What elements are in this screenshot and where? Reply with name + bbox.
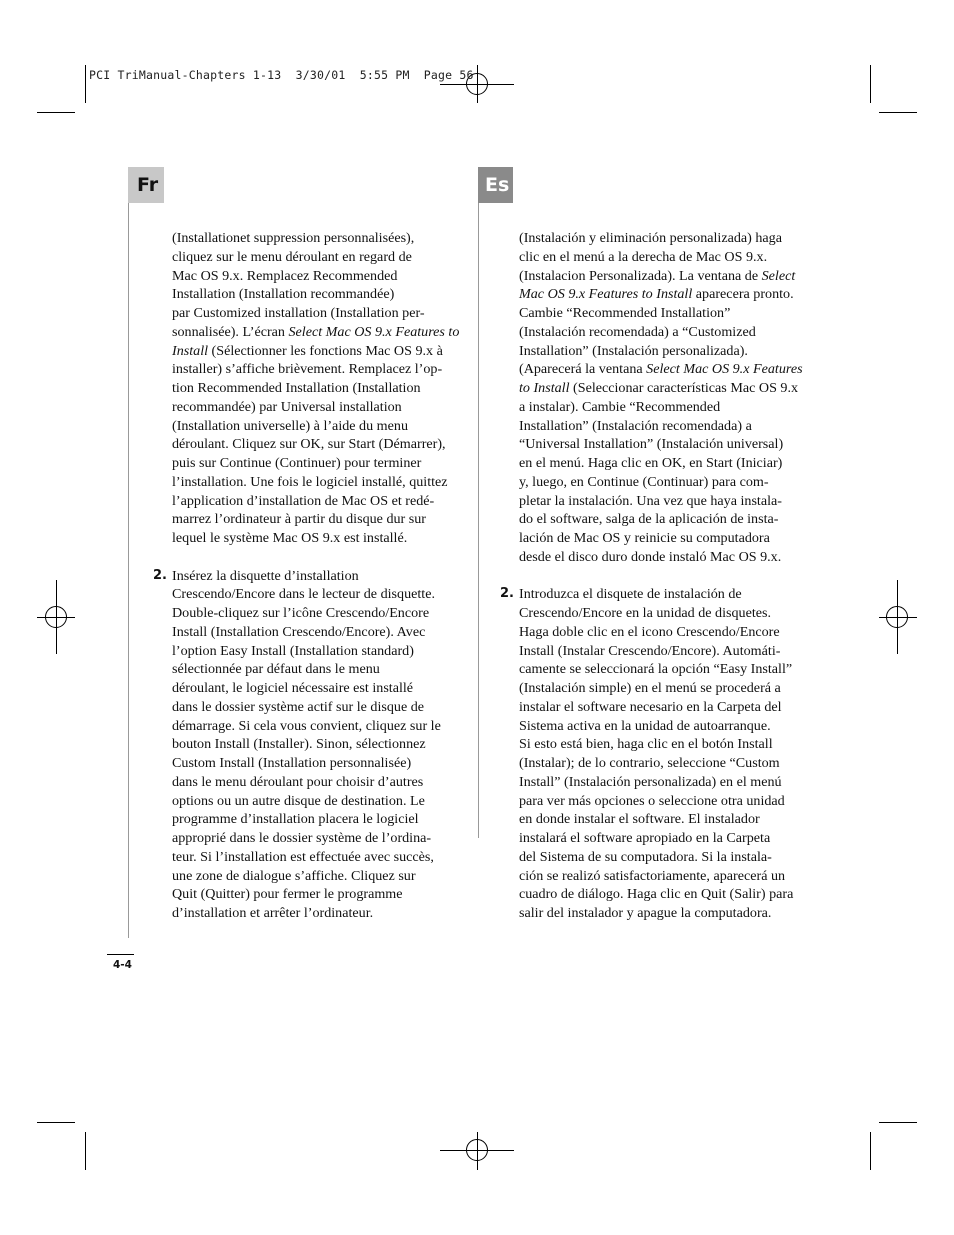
text-line: Cambie “Recommended Installation” <box>519 305 731 321</box>
text-line: “Universal Installation” (Instalación universal) <box>519 436 784 453</box>
text-line: (Aparecerá la ventana Select Mac OS 9.x Features <box>519 361 803 378</box>
text-line: Quit (Quitter) pour fermer le programme <box>172 886 403 903</box>
registration-target-left <box>45 606 67 628</box>
registration-target-right <box>886 606 908 628</box>
crop-mark-bottom-right-vertical <box>870 1132 871 1170</box>
text-line: dans le dossier système actif sur le disque de <box>172 698 425 715</box>
text-line: approprié dans le dossier système de l’ordina- <box>172 830 432 846</box>
text-line: y, luego, en Continue (Continuar) para com- <box>519 473 769 490</box>
text-line: Haga doble clic en el icono Crescendo/Encore <box>519 623 780 640</box>
text-line: (Instalación y eliminación personalizada) haga <box>519 230 782 246</box>
text-line: para ver más opciones o seleccione otra unidad <box>519 792 785 809</box>
print-slug-line: PCI TriManual-Chapters 1-13 3/30/01 5:55 PM Page 56 <box>89 68 474 82</box>
text-line: Mac OS 9.x Features to Install aparecera pronto. <box>519 286 794 303</box>
text-line: Mac OS 9.x. Remplacez Recommended <box>172 267 398 284</box>
text-line: puis sur Continue (Continuer) pour terminer <box>172 455 422 471</box>
italic-text: Select <box>761 267 796 284</box>
language-tab-spanish: Es <box>478 167 513 203</box>
text-line: cliquez sur le menu déroulant en regard de <box>172 248 412 265</box>
step-number: 2. <box>153 567 167 583</box>
italic-text: Select Mac OS 9.x Features to <box>288 323 460 340</box>
french-paragraph-1 <box>172 229 460 548</box>
text-line: (Instalacion Personalizada). La ventana de Select <box>519 267 796 284</box>
italic-text: Mac OS 9.x Features to Install <box>519 286 693 303</box>
text-line: bouton Install (Installer). Sinon, sélectionnez <box>172 736 426 753</box>
text-line: en donde instalar el software. El instalador <box>519 811 760 828</box>
italic-text: Install <box>172 342 209 359</box>
text-line: a instalar). Cambie “Recommended <box>519 398 721 415</box>
text-line: Install (Installation Crescendo/Encore). Avec <box>172 623 426 640</box>
column-rule-french <box>128 203 129 938</box>
text-line: déroulant, le logiciel nécessaire est installé <box>172 680 414 696</box>
text-line: Installation” (Instalación personalizada). <box>519 342 748 359</box>
text-line: (Instalar); de lo contrario, seleccione “Custom <box>519 755 780 771</box>
text-line: lación de Mac OS y reinicie su computadora <box>519 530 770 546</box>
text-line: teur. Si l’installation est effectuée avec succès, <box>172 848 434 865</box>
step-number: 2. <box>500 586 514 602</box>
text-line: dans le menu déroulant pour choisir d’autres <box>172 773 424 790</box>
french-column <box>153 229 460 923</box>
text-line: marrez l’ordinateur à partir du disque dur sur <box>172 511 426 528</box>
text-line: (Installationet suppression personnalisées), <box>172 230 415 246</box>
crop-mark-bottom-left-vertical <box>85 1132 86 1170</box>
text-line: sélectionnée par défaut dans le menu <box>172 661 380 678</box>
text-line: instalará el software apropiado en la Carpeta <box>519 830 771 846</box>
text-line: pletar la instalación. Una vez que haya instala- <box>519 492 782 509</box>
italic-text: to Install <box>519 380 570 396</box>
text-line: lequel le système Mac OS 9.x est installé. <box>172 530 408 546</box>
text-line: (Instalación simple) en el menú se procederá a <box>519 680 781 696</box>
text-line: Install” (Instalación personalizada) en el menú <box>519 773 782 790</box>
text-line: Crescendo/Encore dans le lecteur de disquette. <box>172 586 435 603</box>
text-line: par Customized installation (Installation per- <box>172 305 425 321</box>
text-line: déroulant. Cliquez sur OK, sur Start (Démarrer), <box>172 436 446 453</box>
crop-mark-top-left-horizontal <box>37 112 75 113</box>
text-line: do el software, salga de la aplicación de insta- <box>519 511 779 528</box>
column-rule-spanish <box>478 203 479 838</box>
text-line: Install (Instalar Crescendo/Encore). Automáti- <box>519 642 781 659</box>
text-line: to Install (Seleccionar características Mac OS 9.x <box>519 380 799 396</box>
text-line: (Instalación recomendada) a “Customized <box>519 323 756 340</box>
text-line: (Installation universelle) à l’aide du menu <box>172 417 408 434</box>
text-line: Double-cliquez sur l’icône Crescendo/Encore <box>172 605 430 621</box>
text-line: clic en el menú a la derecha de Mac OS 9.x. <box>519 248 768 265</box>
crop-mark-bottom-right-horizontal <box>879 1122 917 1123</box>
text-line: tion Recommended Installation (Installation <box>172 380 421 396</box>
folio-rule <box>107 954 134 955</box>
text-line: Si esto está bien, haga clic en el botón Install <box>519 736 773 753</box>
text-line: Sistema activa en la unidad de autoarranque. <box>519 717 771 734</box>
spanish-column <box>500 229 803 923</box>
spanish-paragraph-1 <box>519 229 801 567</box>
text-line: l’option Easy Install (Installation standard) <box>172 642 414 659</box>
spanish-step-2 <box>500 585 801 923</box>
text-line: Install (Sélectionner les fonctions Mac OS 9.x à <box>172 342 443 359</box>
text-line: salir del instalador y apague la computadora. <box>519 905 772 921</box>
crop-mark-top-right-vertical <box>870 65 871 103</box>
text-line: l’application d’installation de Mac OS et redé- <box>172 492 435 509</box>
page-number: 4-4 <box>113 959 132 971</box>
text-line: sonnalisée). L’écran Select Mac OS 9.x Features to <box>172 323 460 340</box>
text-line: une zone de dialogue s’affiche. Cliquez sur <box>172 867 416 884</box>
text-line: installer) s’affiche brièvement. Remplacez l’op- <box>172 361 443 378</box>
text-line: ción se realizó satisfactoriamente, aparecerá un <box>519 867 786 884</box>
text-line: Installation (Installation recommandée) <box>172 286 395 303</box>
text-line: d’installation et arrêter l’ordinateur. <box>172 905 374 921</box>
text-line: options ou un autre disque de destination. Le <box>172 792 425 809</box>
text-line: Installation” (Instalación recomendada) a <box>519 417 752 434</box>
text-line: programme d’installation placera le logiciel <box>172 811 419 828</box>
text-line: l’installation. Une fois le logiciel installé, quittez <box>172 473 448 490</box>
language-tab-french: Fr <box>128 167 164 203</box>
registration-target-bottom <box>466 1139 488 1161</box>
text-line: Crescendo/Encore en la unidad de disquetes. <box>519 605 772 621</box>
text-line: recommandée) par Universal installation <box>172 398 402 415</box>
text-line: en el menú. Haga clic en OK, en Start (Iniciar) <box>519 455 783 471</box>
crop-mark-top-right-horizontal <box>879 112 917 113</box>
french-step-2 <box>153 567 454 923</box>
text-line: Insérez la disquette d’installation <box>172 567 359 584</box>
italic-text: Select Mac OS 9.x Features <box>646 361 803 378</box>
text-line: cuadro de diálogo. Haga clic en Quit (Salir) para <box>519 886 794 903</box>
text-line: démarrage. Si cela vous convient, cliquez sur le <box>172 717 441 734</box>
text-line: del Sistema de su computadora. Si la instala- <box>519 848 772 865</box>
crop-mark-bottom-left-horizontal <box>37 1122 75 1123</box>
text-line: instalar el software necesario en la Carpeta del <box>519 698 782 715</box>
crop-mark-top-left-vertical <box>85 65 86 103</box>
text-line: Custom Install (Installation personnalisée) <box>172 755 412 771</box>
text-line: desde el disco duro donde instaló Mac OS 9.x. <box>519 548 782 565</box>
text-line: Introduzca el disquete de instalación de <box>519 586 742 603</box>
text-line: camente se seleccionará la opción “Easy Install” <box>519 661 793 678</box>
